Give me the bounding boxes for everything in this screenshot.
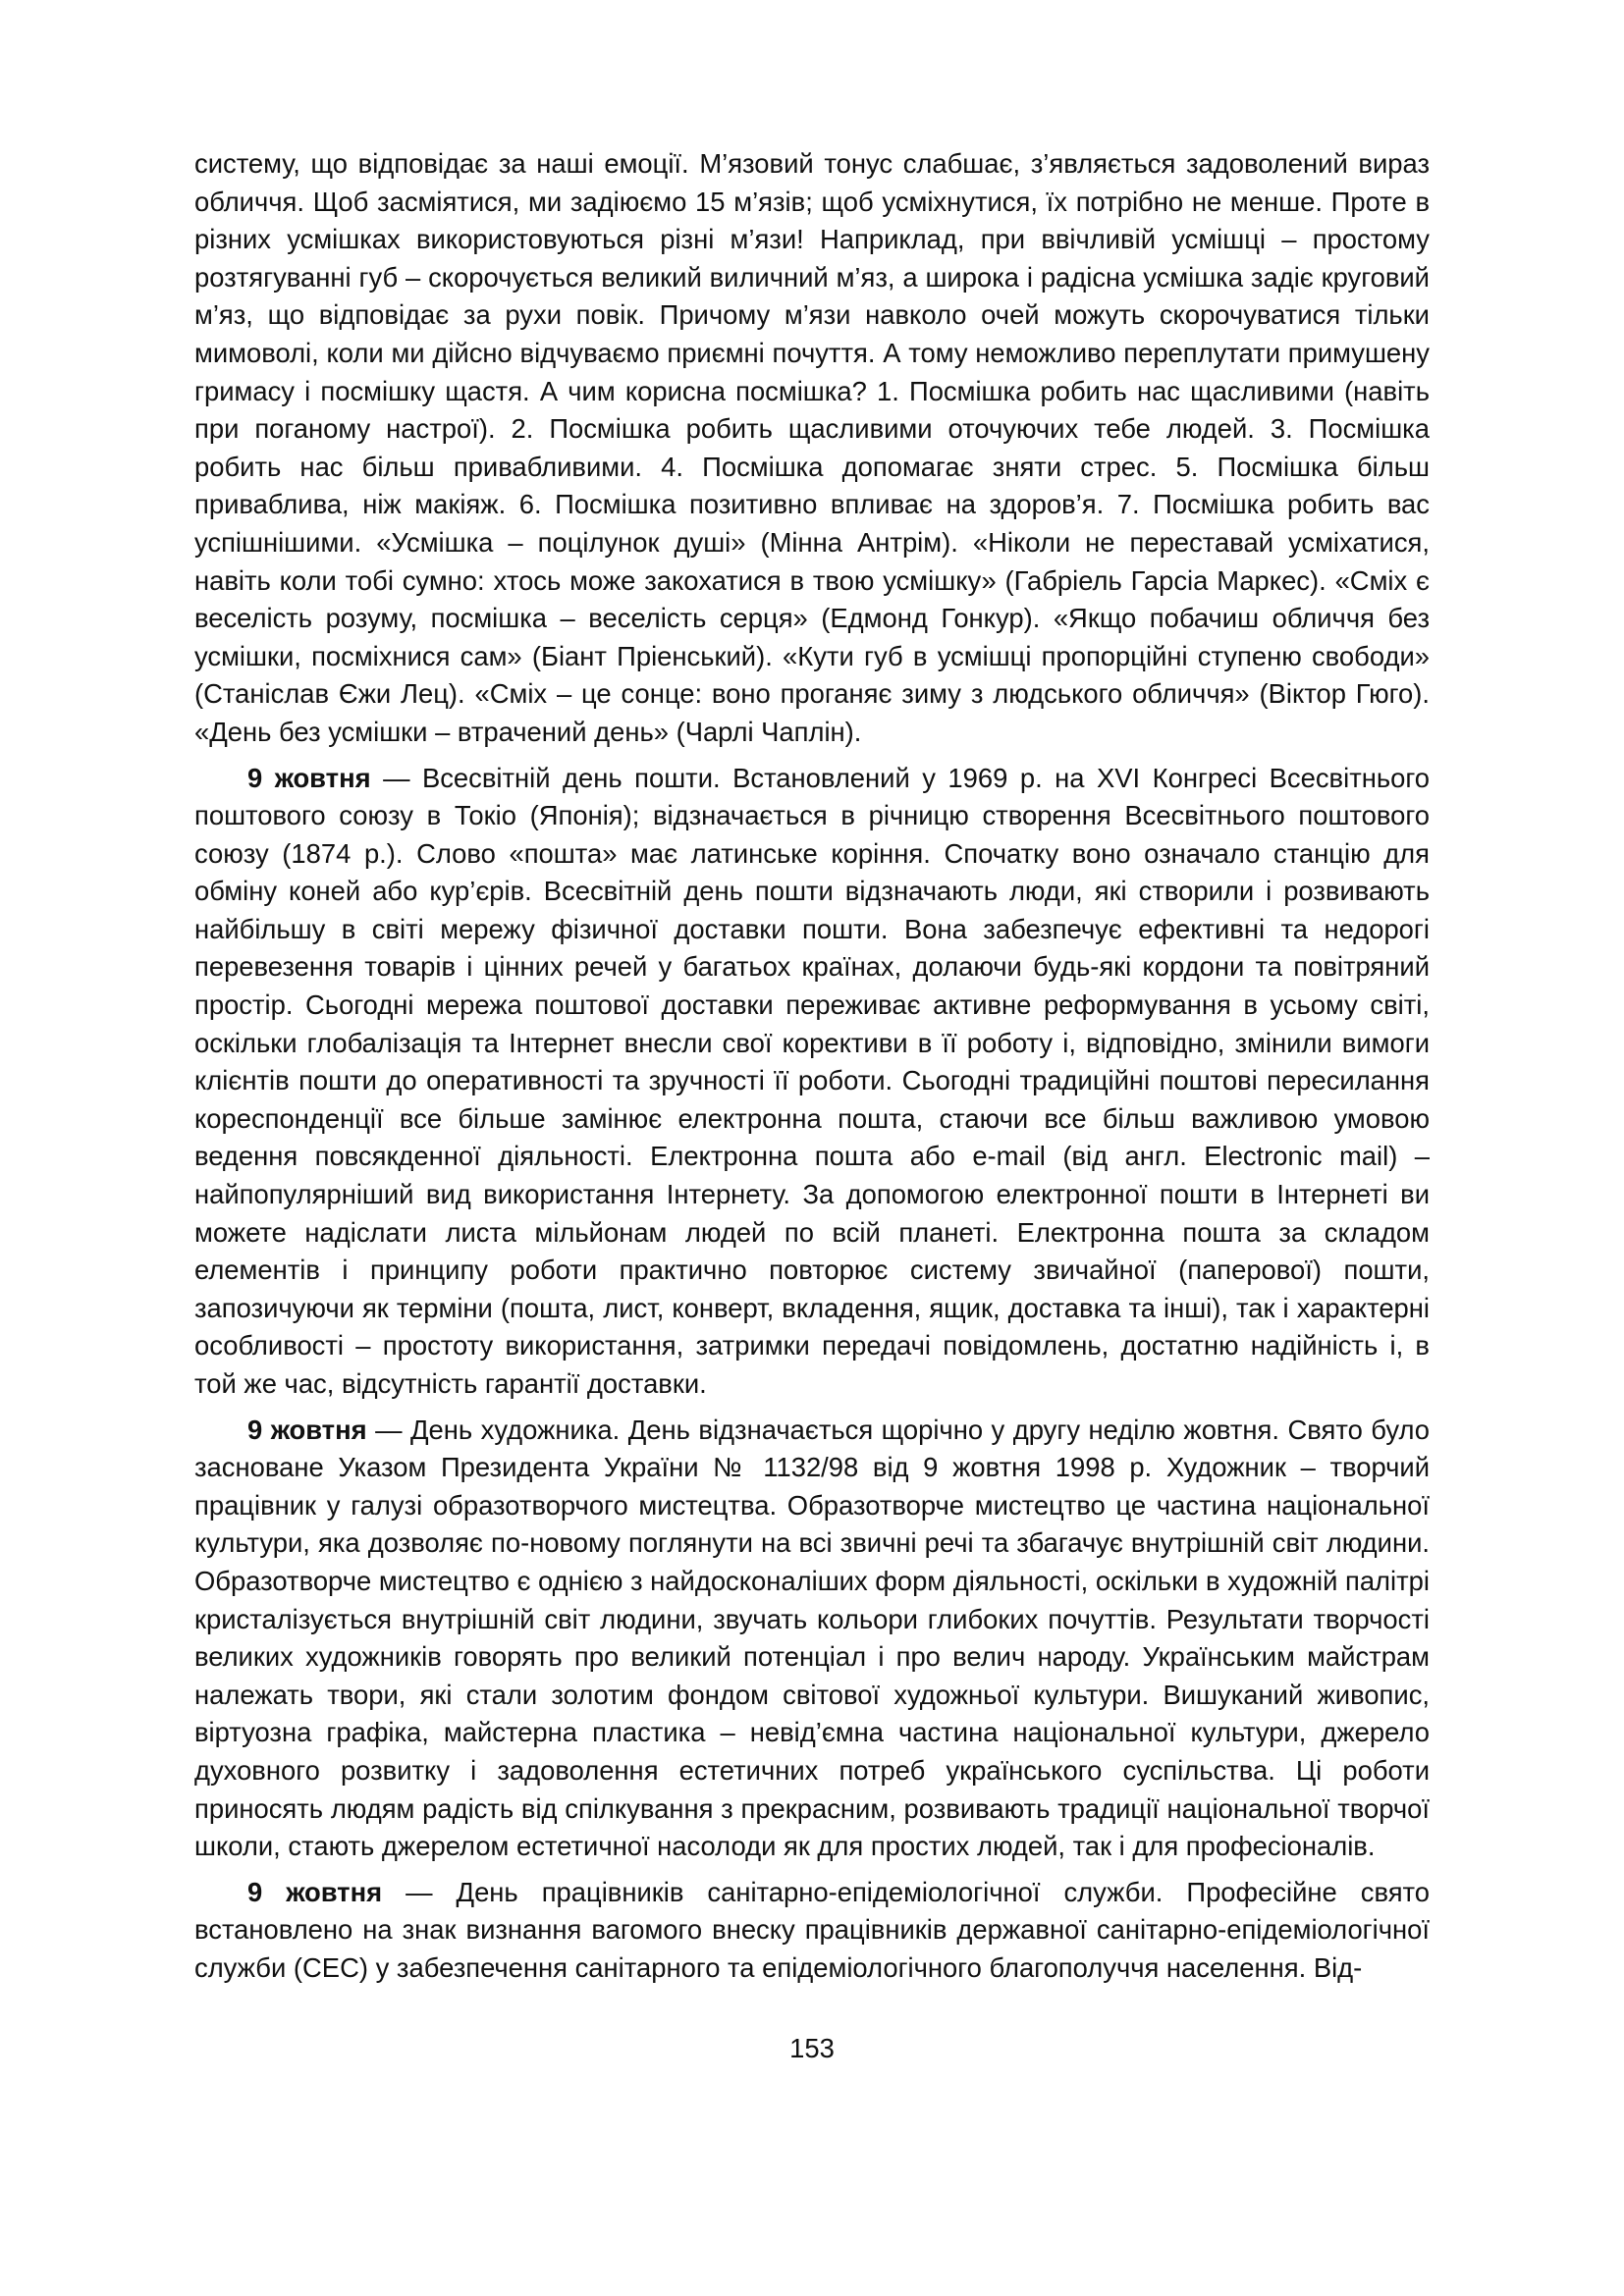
page-number: 153 [789, 2033, 835, 2063]
date-heading: 9 жовтня [247, 1876, 383, 1907]
paragraph-sanitary-day [194, 1874, 1430, 1988]
paragraph-text: — Всесвітній день пошти. Встановлений у 1969 р. на XVI Конгресі Всесвітнього поштового союзу в Токіо (Японія); відзначається в річницю створення Всесвітнього поштового союзу (1874 р.). Слово «пошта» має латинське коріння. Спочатку воно означало станцію для обміну коней або кур’єрів. Всесвітній день пошти відзначають люди, які створили і розвивають найбільшу в світі мережу фізичної доставки пошти. Вона забезпечує ефективні та недорогі перевезення товарів і цінних речей у багатьох країнах, долаючи будь-які кордони та повітряний простір. Сьогодні мережа поштової доставки переживає активне реформування в усьому світі, оскільки глобалізація та Інтернет внесли свої корективи в її роботу і, відповідно, змінили вимоги клієнтів пошти до оперативності та зручності її роботи. Сьогодні традиційні поштові пересилання кореспонденції все більше замінює електронна пошта, стаючи все більш важливою умовою ведення повсякденної діяльності. Електронна пошта або e-mail (від англ. Electronic mail) – найпопулярніший вид використання Інтернету. За допомогою електронної пошти в Інтернеті ви можете надіслати листа мільйонам людей по всій планеті. Електронна пошта за складом елементів і принципу роботи практично повторює систему звичайної (паперової) пошти, запозичуючи як терміни (пошта, лист, конверт, вкладення, ящик, доставка та інші), так і характерні особливості – простоту використання, затримки передачі повідомлень, достатню надійність і, в той же час, відсутність гарантії доставки. [194, 762, 1430, 1399]
paragraph-continuation [194, 145, 1430, 752]
date-heading: 9 жовтня [247, 762, 371, 793]
paragraph-text: — День працівників санітарно-епідеміологічної служби. Професійне свято встановлено на знак визнання вагомого внеску працівників державної санітарно-епідеміологічної служби (СЕС) у забезпечення санітарного та епідеміологічного благополуччя населення. Від- [194, 1876, 1430, 1983]
date-heading: 9 жовтня [247, 1414, 367, 1445]
paragraph-text: систему, що відповідає за наші емоції. М’язовий тонус слабшає, з’являється задоволений вираз обличчя. Щоб засміятися, ми задіюємо 15 м’язів; щоб усміхнутися, їх потрібно не менше. Проте в різних усмішках використовуються різні м’язи! Наприклад, при ввічливій усмішці – простому розтягуванні губ – скорочується великий виличний м’яз, а широка і радісна усмішка задіє круговий м’яз, що відповідає за рухи повік. Причому м’язи навколо очей можуть скорочуватися тільки мимоволі, коли ми дійсно відчуваємо приємні почуття. А тому неможливо переплутати примушену гримасу і посмішку щастя. А чим корисна посмішка? 1. Посмішка робить нас щасливими (навіть при поганому настрої). 2. Посмішка робить щасливими оточуючих тебе людей. 3. Посмішка робить нас більш привабливими. 4. Посмішка допомагає зняти стрес. 5. Посмішка більш приваблива, ніж макіяж. 6. Посмішка позитивно впливає на здоров’я. 7. Посмішка робить вас успішнішими. «Усмішка – поцілунок душі» (Мінна Антрім). «Ніколи не переставай усміхатися, навіть коли тобі сумно: хтось може закохатися в твою усмішку» (Габріель Гарсіа Маркес). «Сміх є веселість розуму, посмішка – веселість серця» (Едмонд Гонкур). «Якщо побачиш обличчя без усмішки, посміхнися сам» (Біант Пріенський). «Кути губ в усмішці пропорційні ступеню свободи» (Станіслав Єжи Лец). «Сміх – це сонце: воно проганяє зиму з людського обличчя» (Віктор Гюго). «День без усмішки – втрачений день» (Чарлі Чаплін). [194, 148, 1430, 747]
paragraph-post-day [194, 760, 1430, 1404]
paragraph-artist-day [194, 1412, 1430, 1866]
document-page [194, 145, 1430, 1996]
paragraph-text: — День художника. День відзначається щорічно у другу неділю жовтня. Свято було засноване Указом Президента України № 1132/98 від 9 жовтня 1998 р. Художник – творчий працівник у галузі образотворчого мистецтва. Образотворче мистецтво це частина національної культури, яка дозволяє по-новому поглянути на всі звичні речі та збагачує внутрішній світ людини. Образотворче мистецтво є однією з найдосконаліших форм діяльності, оскільки в художній палітрі кристалізується внутрішній світ людини, звучать кольори глибоких почуттів. Результати творчості великих художників говорять про великий потенціал і про велич народу. Українським майстрам належать твори, які стали золотим фондом світової художньої культури. Вишуканий живопис, віртуозна графіка, майстерна пластика – невід’ємна частина національної культури, джерело духовного розвитку і задоволення естетичних потреб українського суспільства. Ці роботи приносять людям радість від спілкування з прекрасним, розвивають традиції національної творчої школи, стають джерелом естетичної насолоди як для простих людей, так і для професіоналів. [194, 1414, 1431, 1862]
